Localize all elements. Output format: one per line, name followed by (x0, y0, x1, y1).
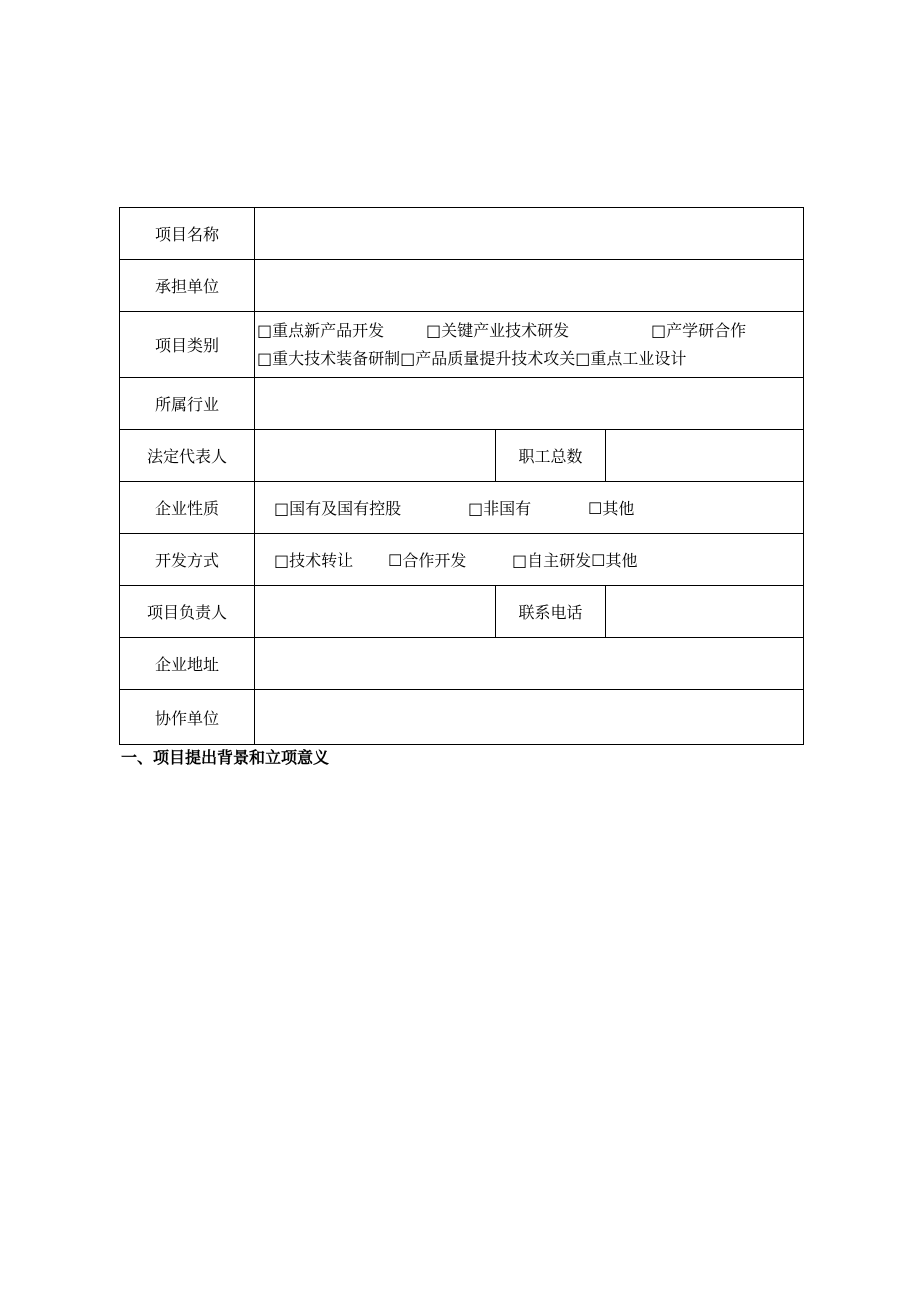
total-staff-label: 职工总数 (496, 430, 606, 482)
dev-method-label: 开发方式 (120, 534, 255, 586)
row-undertaking-unit (120, 260, 804, 312)
project-form-table (119, 207, 804, 745)
industry-label: 所属行业 (120, 378, 255, 430)
category-option-key-industry-tech[interactable]: □关键产业技术研发 (426, 320, 570, 340)
project-name-label: 项目名称 (120, 208, 255, 260)
total-staff-field[interactable] (606, 430, 804, 482)
address-field[interactable] (255, 638, 804, 690)
category-option-industry-university[interactable]: □产学研合作 (651, 320, 747, 340)
undertaking-unit-label: 承担单位 (120, 260, 255, 312)
row-address (120, 638, 804, 690)
row-enterprise-nature (120, 482, 804, 534)
row-project-name (120, 208, 804, 260)
category-option-quality-improvement[interactable]: □产品质量提升技术攻关 (400, 348, 576, 368)
contact-phone-label: 联系电话 (496, 586, 606, 638)
enterprise-nature-label: 企业性质 (120, 482, 255, 534)
method-option-joint-dev[interactable]: ☐合作开发 (388, 551, 467, 570)
legal-rep-field[interactable] (255, 430, 496, 482)
nature-option-other[interactable]: ☐其他 (588, 499, 635, 518)
section-heading-background: 一、项目提出背景和立项意义 (121, 748, 330, 767)
industry-field[interactable] (255, 378, 804, 430)
row-cooperating-unit (120, 690, 804, 745)
category-options-row-1 (257, 317, 803, 345)
method-option-tech-transfer[interactable]: □技术转让 (274, 551, 354, 570)
category-option-key-new-product[interactable]: □重点新产品开发 (257, 320, 385, 340)
row-project-leader (120, 586, 804, 638)
dev-method-options (255, 534, 804, 586)
undertaking-unit-field[interactable] (255, 260, 804, 312)
method-option-in-house[interactable]: □自主研发 (512, 551, 592, 570)
nature-option-state-owned[interactable]: □国有及国有控股 (274, 499, 402, 518)
row-legal-rep (120, 430, 804, 482)
project-category-label: 项目类别 (120, 312, 255, 378)
category-option-major-equipment[interactable]: □重大技术装备研制 (257, 348, 401, 368)
row-industry (120, 378, 804, 430)
project-leader-field[interactable] (255, 586, 496, 638)
row-project-category (120, 312, 804, 378)
nature-option-non-state[interactable]: □非国有 (468, 499, 532, 518)
cooperating-unit-label: 协作单位 (120, 690, 255, 745)
contact-phone-field[interactable] (606, 586, 804, 638)
method-option-other[interactable]: ☐其他 (591, 551, 638, 570)
project-name-field[interactable] (255, 208, 804, 260)
cooperating-unit-field[interactable] (255, 690, 804, 745)
project-category-options (255, 312, 804, 378)
row-dev-method (120, 534, 804, 586)
category-option-industrial-design[interactable]: □重点工业设计 (575, 348, 687, 368)
category-options-row-2 (257, 345, 803, 373)
address-label: 企业地址 (120, 638, 255, 690)
enterprise-nature-options (255, 482, 804, 534)
legal-rep-label: 法定代表人 (120, 430, 255, 482)
project-leader-label: 项目负责人 (120, 586, 255, 638)
